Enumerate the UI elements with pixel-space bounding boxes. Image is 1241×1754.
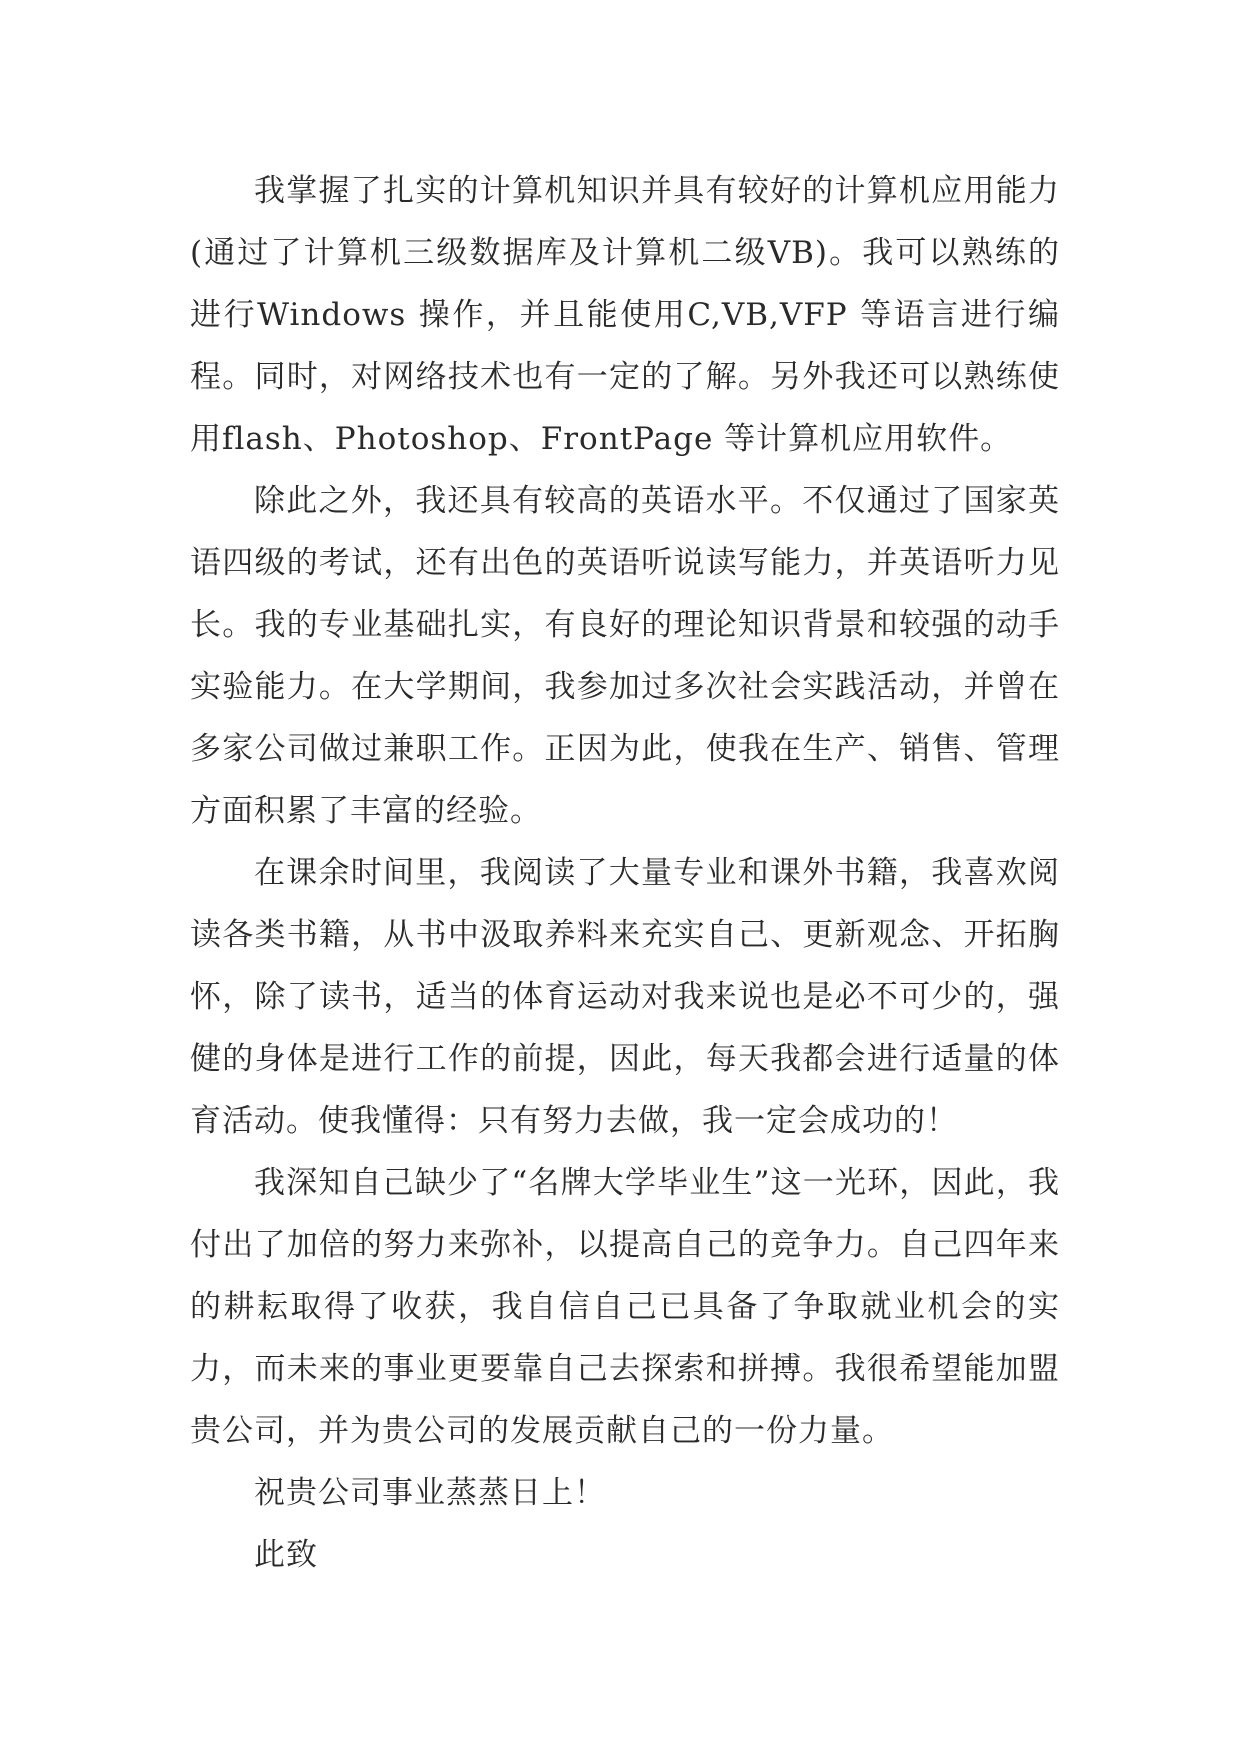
paragraph-motivation: 我深知自己缺少了“名牌大学毕业生”这一光环，因此，我付出了加倍的努力来弥补，以提高自己的竞争力。自己四年来的耕耘取得了收获，我自信自己已具备了争取就业机会的实力，而未来的事业更要靠自己去探索和拼搏。我很希望能加盟贵公司，并为贵公司的发展贡献自己的一份力量。: [190, 1165, 1060, 1449]
paragraph-english-skills: 除此之外，我还具有较高的英语水平。不仅通过了国家英语四级的考试，还有出色的英语听说读写能力，并英语听力见长。我的专业基础扎实，有良好的理论知识背景和较强的动手实验能力。在大学期间，我参加过多次社会实践活动，并曾在多家公司做过兼职工作。正因为此，使我在生产、销售、管理方面积累了丰富的经验。: [190, 483, 1060, 829]
salutation: 此致: [254, 1537, 318, 1573]
letter-body: [190, 160, 1060, 1586]
paragraph-hobbies: 在课余时间里，我阅读了大量专业和课外书籍，我喜欢阅读各类书籍，从书中汲取养料来充实自己、更新观念、开拓胸怀，除了读书，适当的体育运动对我来说也是必不可少的，强健的身体是进行工作的前提，因此，每天我都会进行适量的体育活动。使我懂得：只有努力去做，我一定会成功的！: [190, 855, 1060, 1139]
paragraph-computer-skills: 我掌握了扎实的计算机知识并具有较好的计算机应用能力(通过了计算机三级数据库及计算机二级VB)。我可以熟练的进行Windows 操作，并且能使用C,VB,VFP 等语言进行编程。同时，对网络技术也有一定的了解。另外我还可以熟练使用flash、Photoshop、FrontPage 等计算机应用软件。: [190, 173, 1060, 457]
closing-wish: 祝贵公司事业蒸蒸日上！: [254, 1475, 606, 1511]
